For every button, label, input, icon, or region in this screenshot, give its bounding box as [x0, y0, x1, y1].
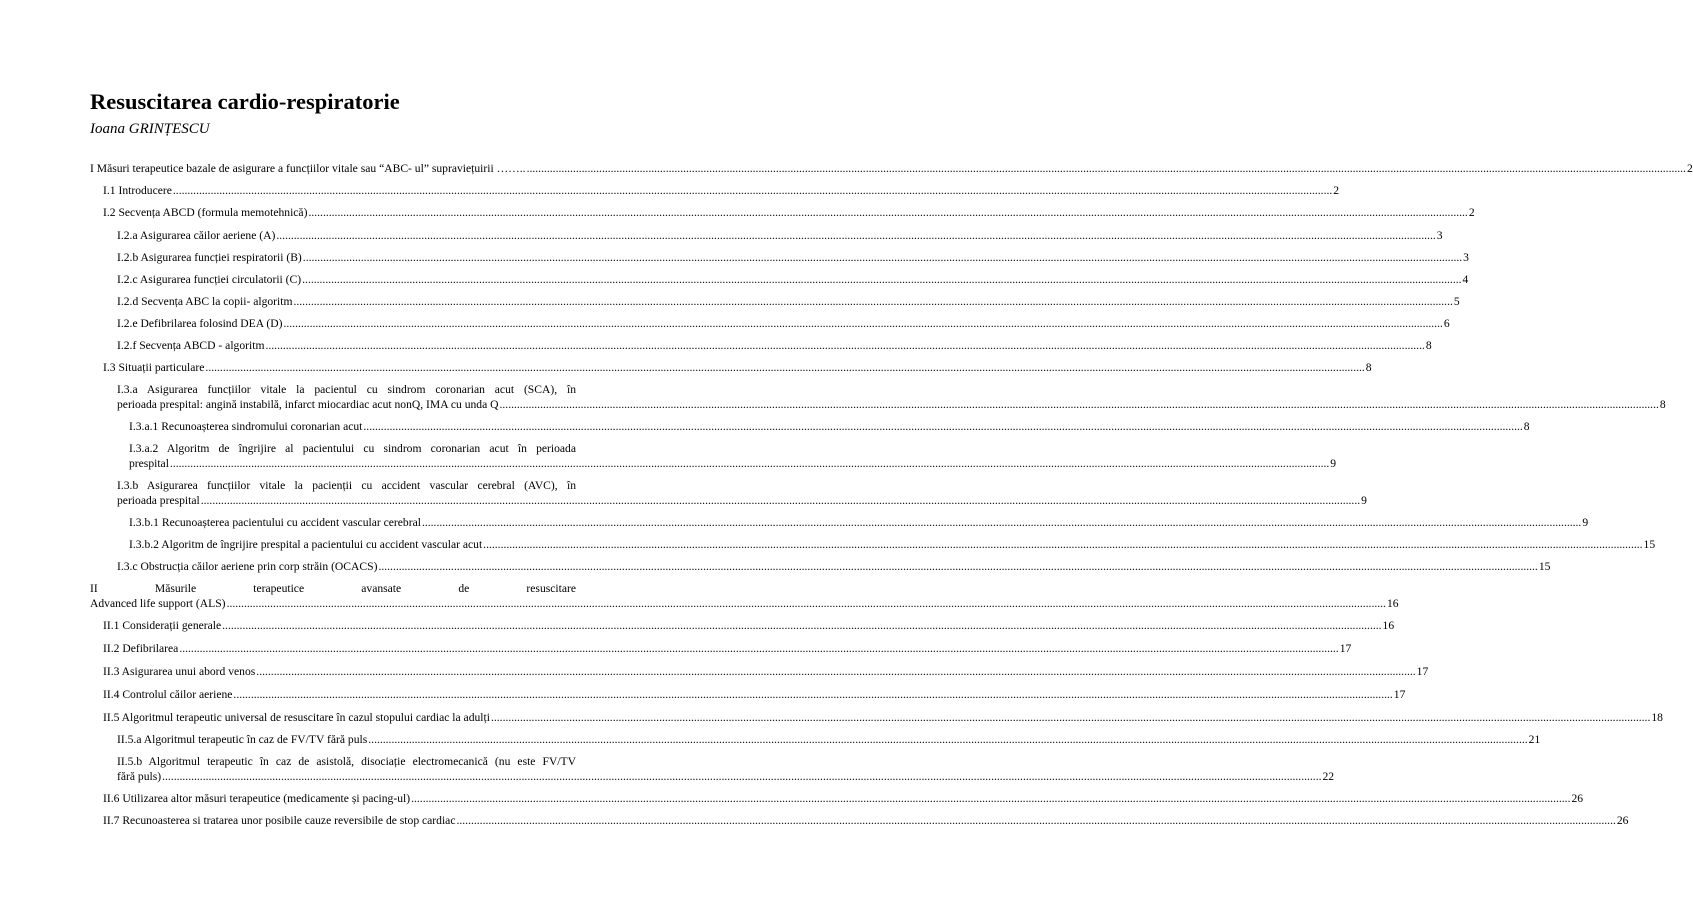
toc-entry-title: fără puls) [117, 770, 162, 783]
toc-entry[interactable] [90, 419, 1530, 434]
toc-page-number: 17 [1416, 665, 1429, 678]
toc-entry[interactable] [90, 687, 1406, 702]
toc-entry-title: I.2.e Defibrilarea folosind DEA (D) [117, 317, 283, 330]
toc-entry[interactable] [90, 664, 1429, 679]
toc-entry[interactable] [90, 228, 1443, 243]
toc-leader-dots: ................................................................................................................................................................................................................................................................................................................................................................................................................ [226, 597, 1386, 610]
toc-page-number: 3 [1436, 229, 1443, 242]
toc-entry-title: II.1 Considerații generale [103, 619, 222, 632]
toc-page-number: 8 [1523, 420, 1530, 433]
toc-entry[interactable] [90, 813, 1629, 828]
toc-entry-title: I.2.d Secvența ABC la copii- algoritm [117, 295, 293, 308]
toc-page-number: 21 [1528, 733, 1541, 746]
toc-entry-title: I.2.a Asigurarea căilor aeriene (A) [117, 229, 276, 242]
toc-page-number: 5 [1453, 295, 1460, 308]
toc-page-number: 8 [1365, 361, 1372, 374]
toc-page-number: 15 [1643, 538, 1656, 551]
toc-entry[interactable] [90, 338, 1432, 353]
toc-entry[interactable] [90, 478, 1367, 508]
toc-page-number: 16 [1382, 619, 1395, 632]
toc-page-number: 9 [1361, 494, 1367, 507]
toc-page-number: 17 [1339, 642, 1352, 655]
toc-entry-title-line: I.3.a.2 Algoritm de îngrijire al pacientului cu sindrom coronarian acut în perioada [129, 442, 576, 455]
toc-entry[interactable] [90, 360, 1372, 375]
toc-entry[interactable] [90, 581, 1399, 611]
toc-entry-title: I.2.b Asigurarea funcției respiratorii (B) [117, 251, 302, 264]
toc-leader-dots: ................................................................................................................................................................................................................................................................................................................................................................................................................ [233, 688, 1393, 701]
toc-entry-title: I.3.c Obstrucția căilor aeriene prin corp străin (OCACS) [117, 560, 378, 573]
toc-entry-title: prespital [129, 457, 169, 470]
toc-entry[interactable] [90, 732, 1541, 747]
toc-leader-dots: ................................................................................................................................................................................................................................................................................................................................................................................................................ [526, 162, 1686, 175]
toc-leader-dots: ................................................................................................................................................................................................................................................................................................................................................................................................................ [172, 184, 1333, 197]
toc-leader-dots: ................................................................................................................................................................................................................................................................................................................................................................................................................ [363, 420, 1523, 433]
table-of-contents [90, 161, 1693, 828]
toc-entry-title-line: I.3.a Asigurarea funcțiilor vitale la pacientul cu sindrom coronarian acut (SCA), în [117, 383, 576, 396]
toc-entry-title: perioada prespital: angină instabilă, infarct miocardiac acut nonQ, IMA cu unda Q [117, 398, 499, 411]
toc-page-number: 15 [1538, 560, 1551, 573]
toc-entry-title: I.2.f Secvența ABCD - algoritm [117, 339, 265, 352]
toc-page-number: 26 [1571, 792, 1584, 805]
toc-entry-title: II.5 Algoritmul terapeutic universal de resuscitare în cazul stopului cardiac la adulți [103, 711, 490, 724]
toc-leader-dots: ................................................................................................................................................................................................................................................................................................................................................................................................................ [222, 619, 1382, 632]
toc-page-number: 26 [1616, 814, 1629, 827]
toc-leader-dots: ................................................................................................................................................................................................................................................................................................................................................................................................................ [456, 814, 1616, 827]
toc-leader-dots: ................................................................................................................................................................................................................................................................................................................................................................................................................ [276, 229, 1436, 242]
toc-leader-dots: ................................................................................................................................................................................................................................................................................................................................................................................................................ [179, 642, 1339, 655]
toc-entry[interactable] [90, 382, 1666, 412]
toc-page-number: 3 [1463, 251, 1469, 264]
toc-entry-title: I.3.b.1 Recunoașterea pacientului cu accident vascular cerebral [129, 516, 421, 529]
toc-entry-title: I Măsuri terapeutice bazale de asigurare a funcțiilor vitale sau “ABC- ul” supraviețuirii …….. [90, 162, 526, 175]
toc-entry-title-line: II.5.b Algoritmul terapeutic în caz de asistolă, disociație electromecanică (nu este FV/TV [117, 755, 576, 768]
toc-page-number: 22 [1322, 770, 1335, 783]
toc-leader-dots: ................................................................................................................................................................................................................................................................................................................................................................................................................ [483, 538, 1643, 551]
toc-entry-title: I.3 Situații particulare [103, 361, 205, 374]
toc-entry[interactable] [90, 559, 1551, 574]
toc-entry[interactable] [90, 754, 1335, 784]
toc-leader-dots: ................................................................................................................................................................................................................................................................................................................................................................................................................ [368, 733, 1528, 746]
toc-page-number: 9 [1330, 457, 1337, 470]
toc-leader-dots: ................................................................................................................................................................................................................................................................................................................................................................................................................ [265, 339, 1425, 352]
toc-entry[interactable] [90, 205, 1475, 220]
toc-page-number: 4 [1462, 273, 1469, 286]
toc-entry-title: I.1 Introducere [103, 184, 172, 197]
document-author: Ioana GRINȚESCU [90, 121, 210, 137]
toc-entry-title: II.2 Defibrilarea [103, 642, 179, 655]
toc-entry[interactable] [90, 183, 1340, 198]
toc-entry[interactable] [90, 294, 1460, 309]
toc-leader-dots: ................................................................................................................................................................................................................................................................................................................................................................................................................ [162, 770, 1322, 783]
toc-leader-dots: ................................................................................................................................................................................................................................................................................................................................................................................................................ [293, 295, 1453, 308]
toc-entry[interactable] [90, 161, 1693, 176]
toc-entry[interactable] [90, 272, 1469, 287]
toc-entry-title: I.3.a.1 Recunoașterea sindromului coronarian acut [129, 420, 363, 433]
toc-entry[interactable] [90, 537, 1656, 552]
toc-entry[interactable] [90, 618, 1395, 633]
toc-entry-title: II.3 Asigurarea unui abord venos [103, 665, 256, 678]
toc-entry-title: I.2.c Asigurarea funcției circulatorii (C) [117, 273, 302, 286]
toc-leader-dots: ................................................................................................................................................................................................................................................................................................................................................................................................................ [308, 206, 1468, 219]
toc-entry[interactable] [90, 316, 1450, 331]
toc-leader-dots: ................................................................................................................................................................................................................................................................................................................................................................................................................ [411, 792, 1571, 805]
toc-entry-title-line: II Măsurile terapeutice avansate de resuscitare [90, 582, 576, 595]
toc-entry-title: II.5.a Algoritmul terapeutic în caz de FV/TV fără puls [117, 733, 368, 746]
toc-page-number: 8 [1659, 398, 1666, 411]
toc-leader-dots: ................................................................................................................................................................................................................................................................................................................................................................................................................ [205, 361, 1365, 374]
toc-page-number: 18 [1651, 711, 1663, 724]
toc-entry-title: II.7 Recunoasterea si tratarea unor posibile cauze reversibile de stop cardiac [103, 814, 456, 827]
toc-leader-dots: ................................................................................................................................................................................................................................................................................................................................................................................................................ [302, 251, 1463, 264]
toc-page-number: 2 [1686, 162, 1693, 175]
toc-entry-title: Advanced life support (ALS) [90, 597, 226, 610]
toc-entry[interactable] [90, 791, 1584, 806]
toc-entry[interactable] [90, 515, 1589, 530]
toc-entry[interactable] [90, 441, 1337, 471]
document-page [90, 88, 1693, 835]
toc-leader-dots: ................................................................................................................................................................................................................................................................................................................................................................................................................ [283, 317, 1443, 330]
toc-entry-title: II.6 Utilizarea altor măsuri terapeutice (medicamente și pacing-ul) [103, 792, 411, 805]
toc-leader-dots: ................................................................................................................................................................................................................................................................................................................................................................................................................ [490, 711, 1651, 724]
toc-page-number: 9 [1582, 516, 1589, 529]
toc-entry[interactable] [90, 641, 1352, 656]
toc-entry[interactable] [90, 250, 1469, 265]
toc-leader-dots: ................................................................................................................................................................................................................................................................................................................................................................................................................ [421, 516, 1582, 529]
toc-entry-title: I.3.b.2 Algoritm de îngrijire prespital a pacientului cu accident vascular acut [129, 538, 483, 551]
toc-page-number: 16 [1386, 597, 1399, 610]
toc-leader-dots: ................................................................................................................................................................................................................................................................................................................................................................................................................ [378, 560, 1538, 573]
toc-entry-title: I.2 Secvența ABCD (formula memotehnică) [103, 206, 308, 219]
toc-entry-title: perioada prespital [117, 494, 200, 507]
document-title: Resuscitarea cardio-respiratorie [90, 89, 400, 114]
toc-leader-dots: ................................................................................................................................................................................................................................................................................................................................................................................................................ [200, 494, 1361, 507]
toc-entry-title: II.4 Controlul căilor aeriene [103, 688, 233, 701]
toc-entry-title-line: I.3.b Asigurarea funcțiilor vitale la pacienții cu accident vascular cerebral (AVC), în [117, 479, 576, 492]
toc-page-number: 6 [1443, 317, 1450, 330]
toc-leader-dots: ................................................................................................................................................................................................................................................................................................................................................................................................................ [169, 457, 1330, 470]
toc-page-number: 2 [1468, 206, 1475, 219]
toc-entry[interactable] [90, 710, 1663, 725]
toc-page-number: 17 [1393, 688, 1406, 701]
toc-page-number: 8 [1425, 339, 1432, 352]
toc-page-number: 2 [1333, 184, 1340, 197]
toc-leader-dots: ................................................................................................................................................................................................................................................................................................................................................................................................................ [302, 273, 1462, 286]
toc-leader-dots: ................................................................................................................................................................................................................................................................................................................................................................................................................ [499, 398, 1659, 411]
toc-leader-dots: ................................................................................................................................................................................................................................................................................................................................................................................................................ [256, 665, 1416, 678]
